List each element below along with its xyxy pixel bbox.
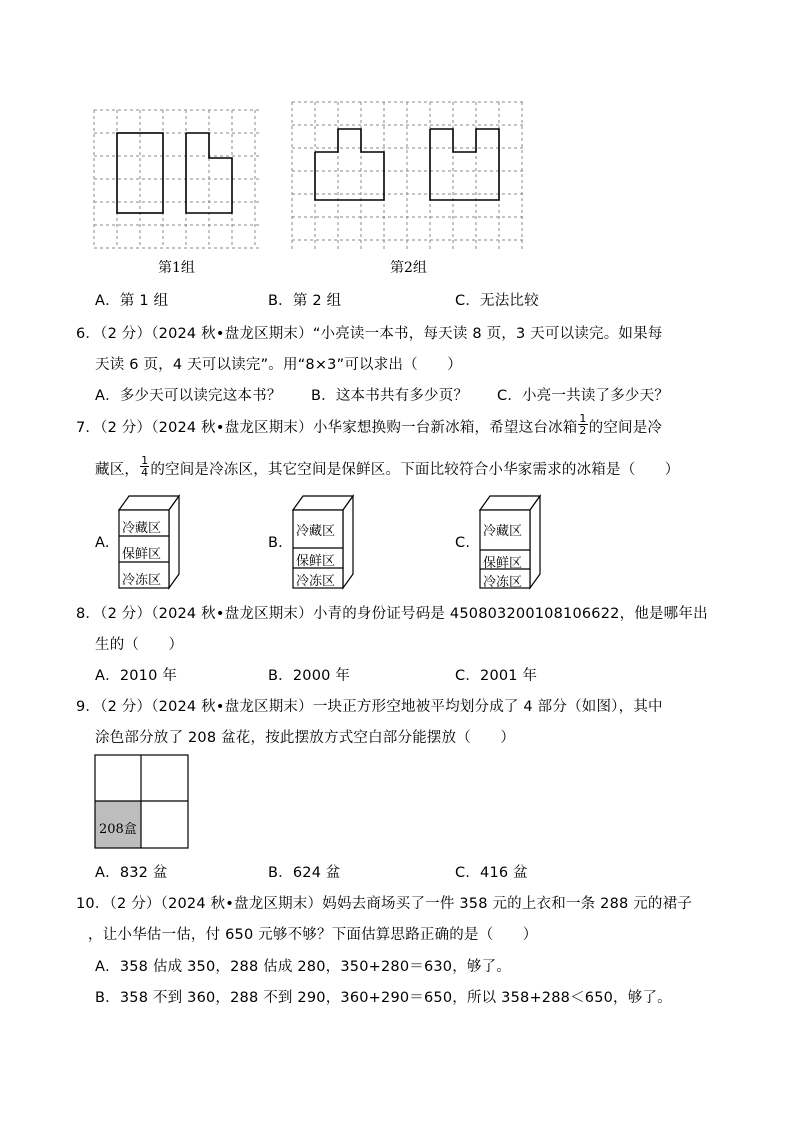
q7-stem-line1-post: 的空间是冷 <box>588 420 663 436</box>
fridge-b-label-3: 冷冻区 <box>296 574 336 589</box>
shape-u-block <box>430 129 499 200</box>
q9-option-c[interactable]: C．416 盆 <box>455 865 528 881</box>
fridge-b-label-1: 冷藏区 <box>296 524 336 539</box>
group2-grid-figure <box>290 100 528 258</box>
q7-stem-line2 <box>95 453 680 482</box>
shaded-cell-label: 208盒 <box>99 822 137 837</box>
q7-option-a[interactable]: A. <box>95 535 110 551</box>
q6-option-b[interactable]: B．这本书共有多少页？ <box>311 388 469 404</box>
q6-stem-line2: 天读 6 页，4 天可以读完”。用“8×3”可以求出（ ） <box>95 357 462 373</box>
q8-option-a[interactable]: A．2010 年 <box>95 668 178 684</box>
q7-stem-line1-pre: 7．（2 分）（2024 秋•盘龙区期末）小华家想换购一台新冰箱，希望这台冰箱 <box>76 420 578 436</box>
q10-option-b[interactable]: B．358 不到 360，288 不到 290，360+290＝650，所以 358+288＜650，够了。 <box>95 990 672 1006</box>
q5-option-a[interactable]: A．第 1 组 <box>95 293 169 309</box>
q8-option-c[interactable]: C．2001 年 <box>455 668 538 684</box>
fraction-one-quarter: $\frac{1}{4}$ <box>141 453 149 479</box>
fraction-one-half: $\frac{1}{2}$ <box>579 411 587 437</box>
group1-grid-figure <box>92 108 264 273</box>
q6-stem-line1: 6．（2 分）（2024 秋•盘龙区期末）“小亮读一本书，每天读 8 页，3 天可以读完。如果每 <box>76 326 663 342</box>
q10-stem-line1: 10．（2 分）（2024 秋•盘龙区期末）妈妈去商场买了一件 358 元的上衣和一条 288 元的裙子 <box>76 896 693 912</box>
q7-stem-line2-post: 的空间是冷冻区，其它空间是保鲜区。下面比较符合小华家需求的冰箱是（ ） <box>150 462 680 478</box>
q9-option-b[interactable]: B．624 盆 <box>268 865 341 881</box>
q7-option-b[interactable]: B. <box>268 535 283 551</box>
q7-option-c[interactable]: C. <box>455 535 471 551</box>
fridge-a-label-2: 保鲜区 <box>122 547 162 562</box>
q10-stem-line2: ，让小华估一估，付 650 元够不够？下面估算思路正确的是（ ） <box>88 927 538 943</box>
q10-option-a[interactable]: A．358 估成 350，288 估成 280，350+280＝630，够了。 <box>95 959 512 975</box>
q5-option-b[interactable]: B．第 2 组 <box>268 293 342 309</box>
shape-t-block <box>315 129 384 200</box>
group1-caption: 第1组 <box>158 260 195 276</box>
q6-option-c[interactable]: C．小亮一共读了多少天？ <box>497 388 670 404</box>
q9-option-a[interactable]: A．832 盆 <box>95 865 168 881</box>
q7-stem-line2-pre: 藏区， <box>95 462 140 478</box>
fridge-a-label-1: 冷藏区 <box>122 521 162 536</box>
fridge-c-label-3: 冷冻区 <box>483 575 523 590</box>
q8-stem-line1: 8．（2 分）（2024 秋•盘龙区期末）小青的身份证号码是 450803200108106622，他是哪年出 <box>76 606 708 622</box>
fridge-c-label-2: 保鲜区 <box>483 556 523 571</box>
group2-caption: 第2组 <box>390 260 427 276</box>
q7-stem-line1 <box>76 411 663 440</box>
fridge-c-label-1: 冷藏区 <box>483 524 523 539</box>
fridge-b-label-2: 保鲜区 <box>296 554 336 569</box>
q8-option-b[interactable]: B．2000 年 <box>268 668 351 684</box>
fridge-a-label-3: 冷冻区 <box>122 573 162 588</box>
q5-option-c[interactable]: C．无法比较 <box>455 293 539 309</box>
q8-stem-line2: 生的（ ） <box>95 637 184 653</box>
q9-stem-line2: 涂色部分放了 208 盆花，按此摆放方式空白部分能摆放（ ） <box>95 730 516 746</box>
q6-option-a[interactable]: A．多少天可以读完这本书？ <box>95 388 282 404</box>
q9-stem-line1: 9．（2 分）（2024 秋•盘龙区期末）一块正方形空地被平均划分成了 4 部分（如图），其中 <box>76 699 663 715</box>
